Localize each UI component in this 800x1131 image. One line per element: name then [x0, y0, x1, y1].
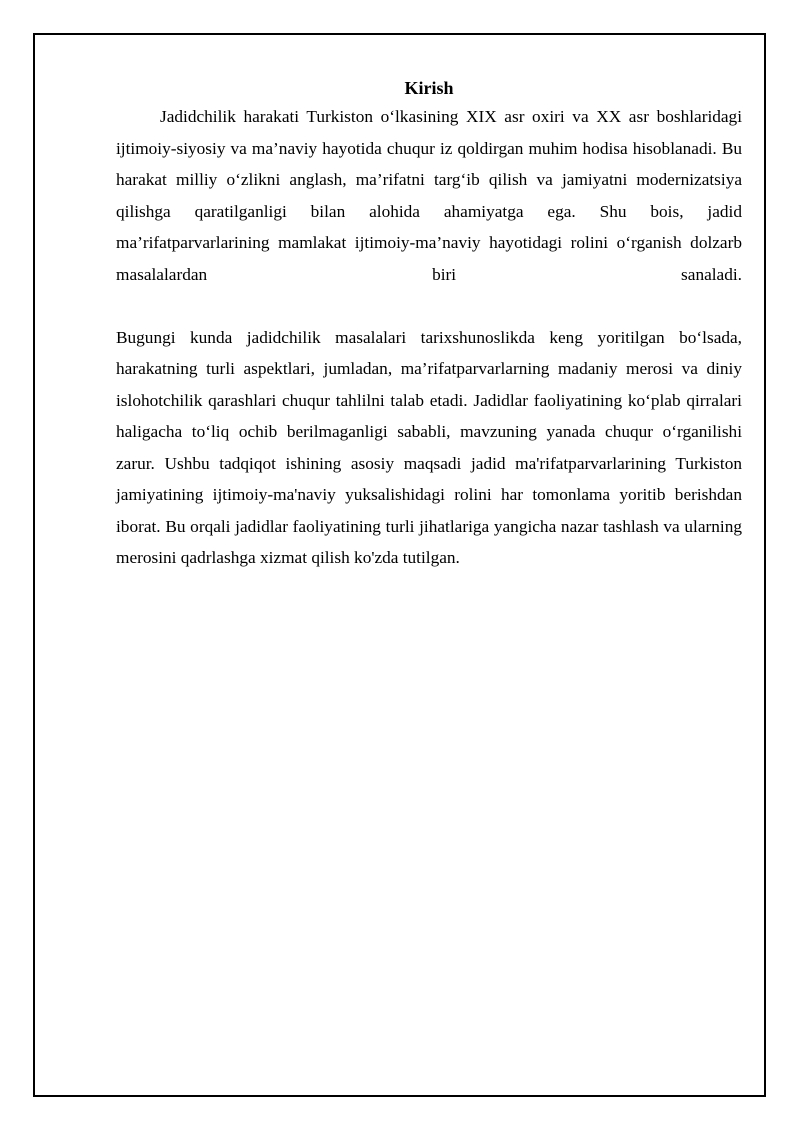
paragraph-intro: Jadidchilik harakati Turkiston o‘lkasining XIX asr oxiri va XX asr boshlaridagi ijtimoiy-siyosiy va ma’naviy hayotida chuqur iz qoldirgan muhim hodisa hisoblanadi. Bu harakat milliy o‘zlikni anglash, ma’rifatni targ‘ib qilish va jamiyatni modernizatsiya qilishga qaratilganligi bilan alohida ahamiyatga ega. Shu bois, jadid ma’rifatparvarlarining mamlakat ijtimoiy-ma’naviy hayotidagi rolini o‘rganish dolzarb masalalardan biri sanaladi.: [116, 107, 742, 284]
paragraph-second: Bugungi kunda jadidchilik masalalari tarixshunoslikda keng yoritilgan bo‘lsada, harakatning turli aspektlari, jumladan, ma’rifatparvarlarning madaniy merosi va diniy islohotchilik qarashlari chuqur tahlilni talab etadi. Jadidlar faoliyatining ko‘plab qirralari haligacha to‘liq ochib berilmaganligi sababli, mavzuning yanada chuqur o‘rganilishi zarur. Ushbu tadqiqot ishining asosiy maqsadi jadid ma'rifatparvarlarining Turkiston jamiyatining ijtimoiy-ma'naviy yuksalishidagi rolini har tomonlama yoritib berishdan iborat. Bu orqali jadidlar faoliyatining turli jihatlariga yangicha nazar tashlash va ularning merosini qadrlashga xizmat qilish ko'zda tutilgan.: [116, 327, 742, 567]
document-body: [116, 75, 742, 574]
paragraph-spacer: [116, 290, 742, 322]
document-title: Kirish: [404, 78, 454, 98]
